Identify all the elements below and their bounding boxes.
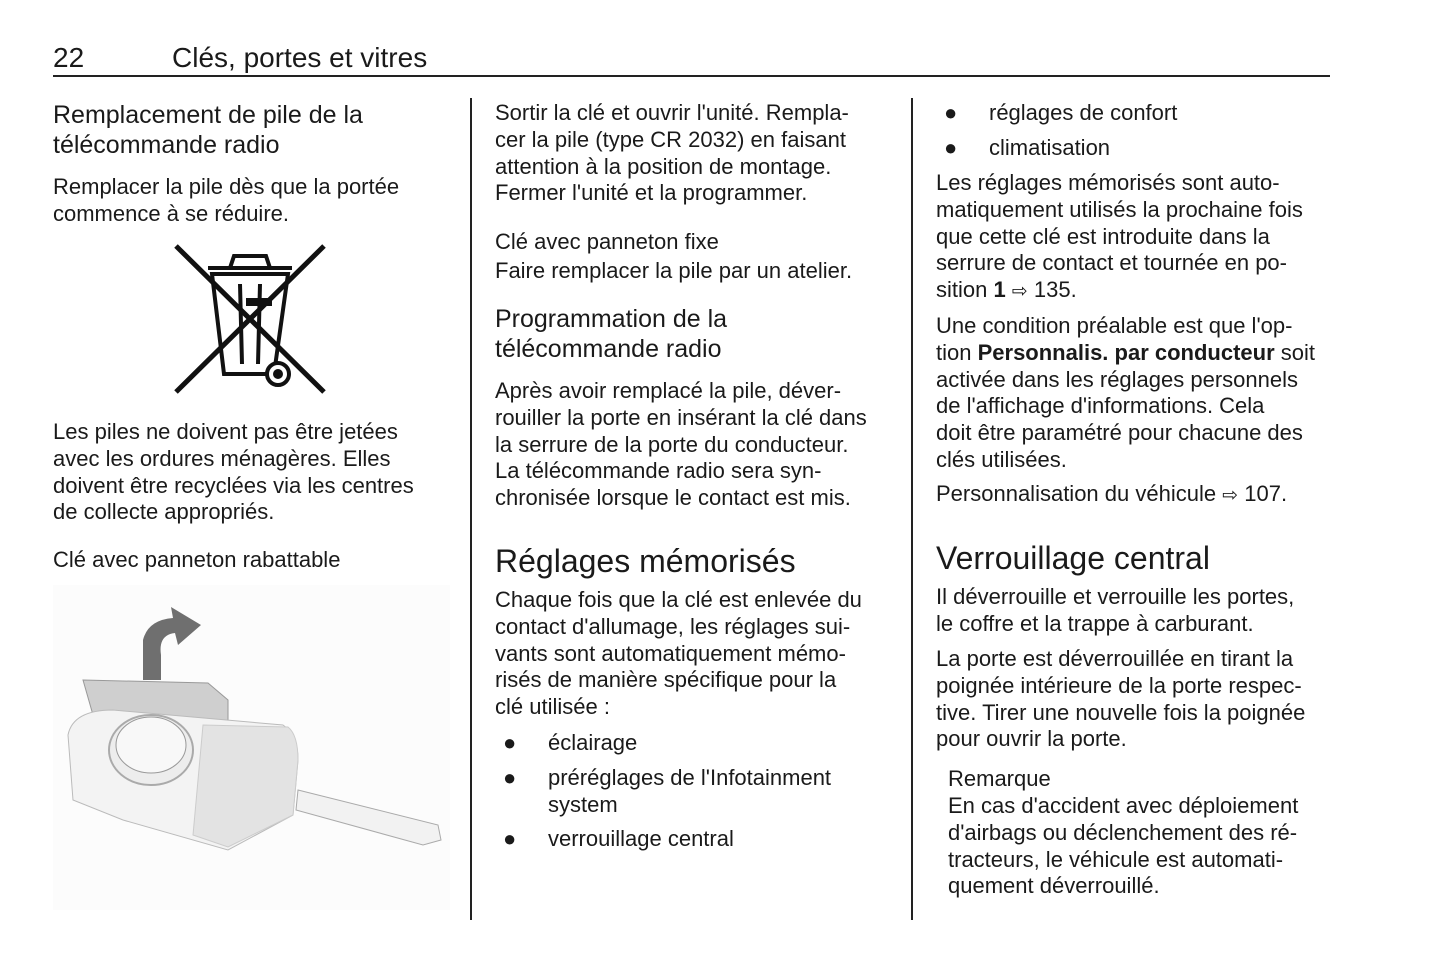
page-title: Clés, portes et vitres: [172, 42, 428, 73]
paragraph: Les piles ne doivent pas être jetées avec les ordures ménagères. Elles doivent être recyclées via les centres de collecte appropriés.: [53, 419, 414, 525]
paragraph: Il déverrouille et verrouille les portes, le coffre et la trappe à carburant.: [936, 584, 1295, 636]
subheading: Clé avec panneton rabattable: [53, 547, 341, 572]
bullet-icon: ●: [503, 730, 517, 755]
bullet-icon: ●: [503, 826, 517, 851]
bullet-icon: ●: [503, 765, 517, 790]
page-reference[interactable]: 135.: [1033, 277, 1077, 303]
paragraph: Faire remplacer la pile par un atelier.: [495, 258, 853, 283]
paragraph: Chaque fois que la clé est enlevée du contact d'allumage, les réglages sui- vants sont automatiquement mémo- risés de manière spécifique pour la clé utilisée :: [495, 587, 862, 720]
column-divider: [911, 98, 913, 920]
page-reference-arrow-icon: ⇨: [1011, 280, 1028, 303]
section-title: Réglages mémorisés: [495, 543, 796, 579]
crossed-out-bin-icon: [170, 240, 330, 398]
header-rule: [53, 75, 1330, 77]
paragraph: La porte est déverrouillée en tirant la poignée intérieure de la porte respec- tive. Tirer une nouvelle fois la poignée pour ouvrir la porte.: [936, 646, 1306, 752]
menu-option-name: Personnalis. par conducteur: [977, 339, 1275, 365]
page-number: 22: [53, 42, 85, 73]
key-battery-illustration: [53, 585, 450, 910]
subheading: Clé avec panneton fixe: [495, 229, 719, 254]
paragraph: Une condition préalable est que l'op- tion Personnalis. par conducteur soit activée dans les réglages personnels de l'affichage d'informations. Cela doit être paramétré pour chacune des clés utilisées.: [936, 313, 1316, 472]
paragraph: Personnalisation du véhicule ⇨ 107.: [936, 481, 1288, 506]
bullet-icon: ●: [944, 135, 958, 160]
note-title: Remarque: [948, 766, 1051, 791]
page-reference-arrow-icon: ⇨: [1222, 484, 1239, 506]
bullet-icon: ●: [944, 100, 958, 125]
section-heading: Remplacement de pile de la télécommande radio: [53, 101, 363, 159]
note-text: En cas d'accident avec déploiement d'airbags ou déclenchement des ré- tracteurs, le véhicule est automati- quement déverrouillé.: [948, 793, 1299, 899]
section-heading: Programmation de la télécommande radio: [495, 305, 728, 363]
paragraph: Les réglages mémorisés sont auto- matiquement utilisés la prochaine fois que cette clé est introduite dans la serrure de contact et tournée en po- sition 1 ⇨ 135.: [936, 170, 1303, 303]
column-divider: [470, 98, 472, 920]
paragraph: Remplacer la pile dès que la portée commence à se réduire.: [53, 174, 400, 226]
paragraph: Sortir la clé et ouvrir l'unité. Rempla- cer la pile (type CR 2032) en faisant attention à la position de montage. Fermer l'unité et la programmer.: [495, 100, 849, 206]
paragraph: Après avoir remplacé la pile, déver- rouiller la porte en insérant la clé dans la serrure de la porte du conducteur. La télécommande radio sera syn- chronisée lorsque le contact est mis.: [495, 378, 867, 511]
page-reference[interactable]: 107.: [1244, 481, 1288, 506]
section-title: Verrouillage central: [936, 540, 1210, 576]
